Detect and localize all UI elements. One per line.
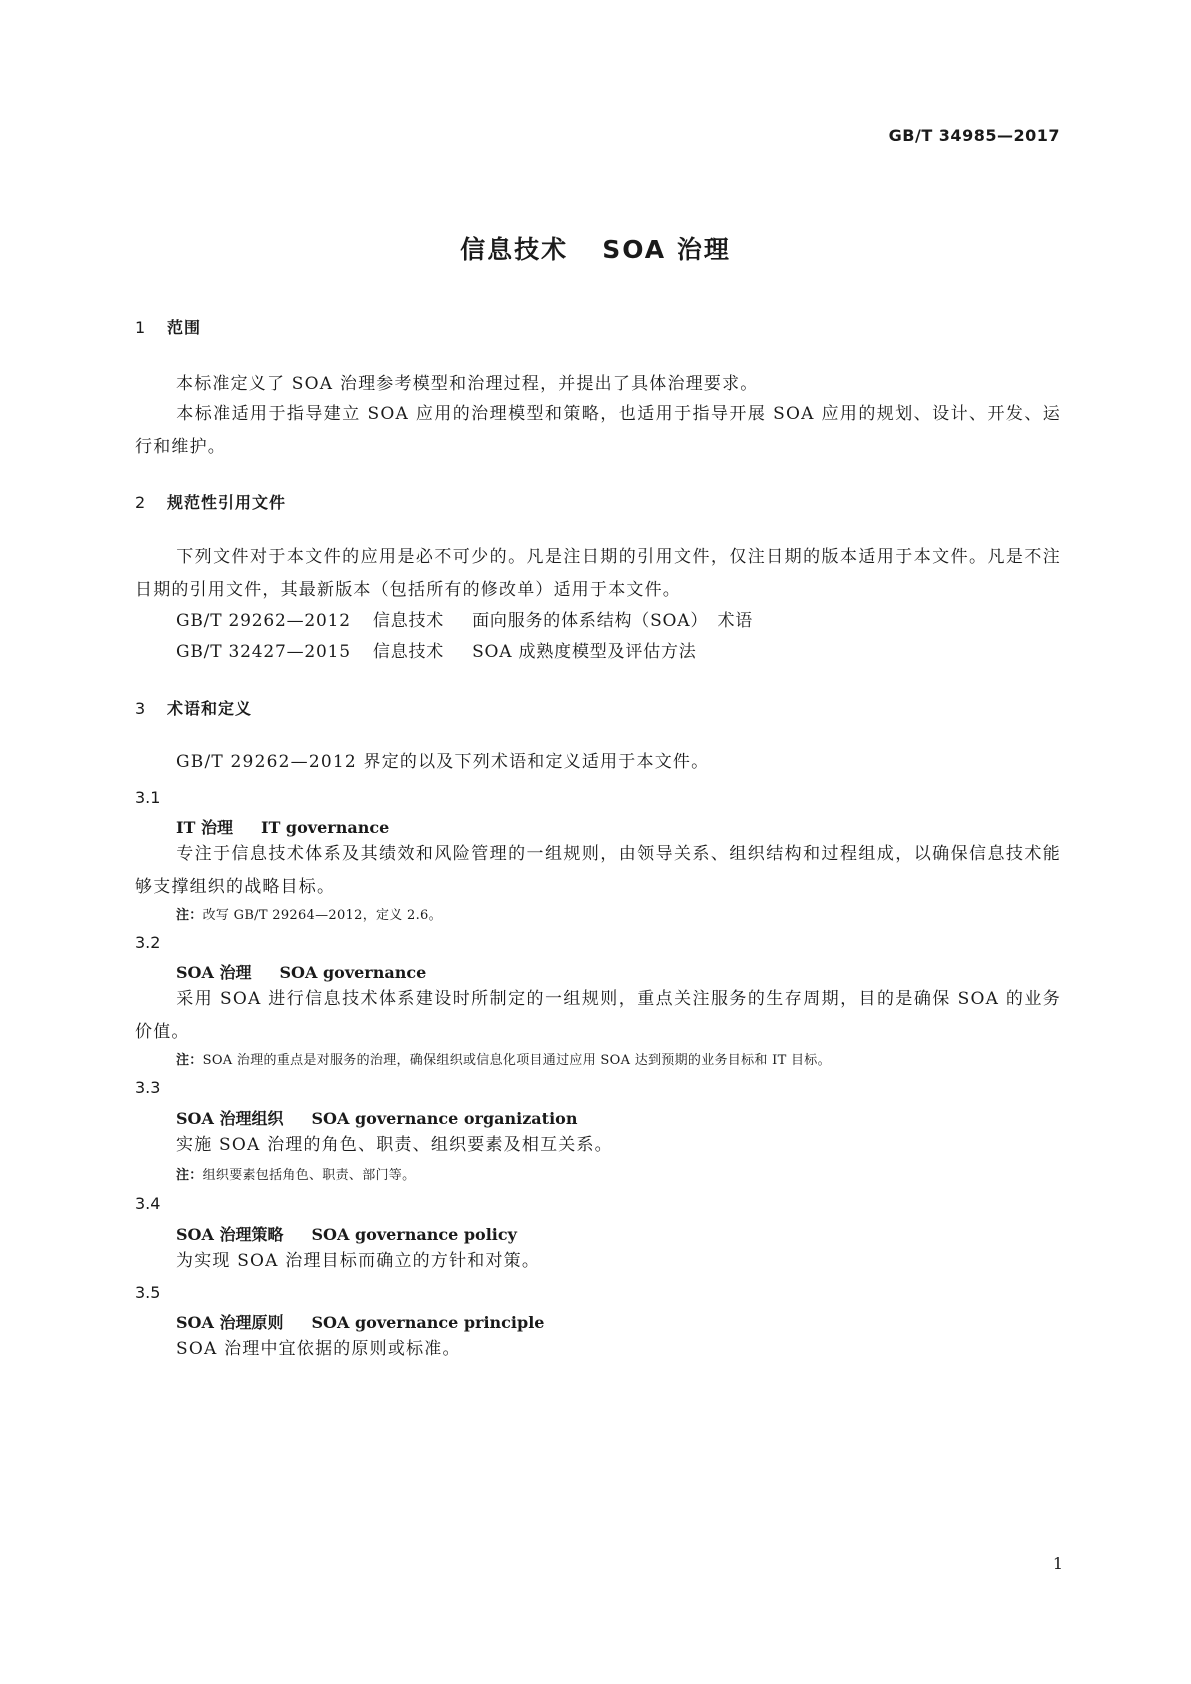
- reference-field: 信息技术: [372, 642, 445, 662]
- title-part2: SOA 治理: [602, 235, 731, 264]
- term-zh: SOA 治理策略: [176, 1225, 284, 1244]
- standard-number: GB/T 34985—2017: [888, 126, 1060, 145]
- term-zh: SOA 治理原则: [176, 1313, 284, 1332]
- reference-title: 面向服务的体系结构（SOA） 术语: [472, 611, 754, 631]
- term-number: 3.4: [135, 1194, 161, 1213]
- note-text: 组织要素包括角色、职责、部门等。: [202, 1168, 416, 1183]
- term-definition: [135, 983, 1061, 1049]
- title-part1: 信息技术: [460, 235, 569, 264]
- section2-heading: [135, 490, 286, 513]
- section1-heading-text: 范围: [167, 318, 202, 337]
- term-definition-text: SOA 治理中宜依据的原则或标准。: [176, 1339, 461, 1359]
- section3-number: 3: [135, 699, 147, 718]
- note-label: 注：: [176, 1168, 203, 1183]
- term-name: [176, 815, 389, 838]
- term-definition-text: 为实现 SOA 治理目标而确立的方针和对策。: [176, 1251, 541, 1271]
- term-en: SOA governance principle: [311, 1313, 545, 1332]
- note-label: 注：: [176, 908, 203, 923]
- note-text: 改写 GB/T 29264—2012，定义 2.6。: [202, 908, 442, 923]
- term-definition: [135, 1245, 1061, 1278]
- reference-title: SOA 成熟度模型及评估方法: [472, 642, 697, 662]
- section1-heading: [135, 315, 201, 338]
- term-definition: [135, 838, 1061, 904]
- term-name: [176, 1222, 517, 1245]
- term-en: SOA governance organization: [311, 1109, 578, 1128]
- section1-paragraph1: [135, 368, 1061, 401]
- reference-item: [176, 606, 753, 631]
- section1-p2-text: 本标准适用于指导建立 SOA 应用的治理模型和策略，也适用于指导开展 SOA 应用的规划、设计、开发、运行和维护。: [135, 404, 1061, 457]
- section1-number: 1: [135, 318, 147, 337]
- term-note: [176, 904, 442, 923]
- term-name: [176, 1106, 577, 1129]
- term-definition-text: 专注于信息技术体系及其绩效和风险管理的一组规则，由领导关系、组织结构和过程组成，以确保信息技术能够支撑组织的战略目标。: [135, 844, 1061, 897]
- term-note: [176, 1049, 831, 1068]
- reference-code: GB/T 29262—2012: [176, 611, 351, 631]
- section1-paragraph2: [135, 398, 1061, 464]
- section2-number: 2: [135, 493, 147, 512]
- term-zh: SOA 治理组织: [176, 1109, 284, 1128]
- section3-heading-text: 术语和定义: [167, 699, 253, 718]
- note-label: 注：: [176, 1053, 203, 1068]
- term-definition: [135, 1129, 1061, 1162]
- document-title: [0, 230, 1191, 266]
- term-zh: SOA 治理: [176, 963, 252, 982]
- term-en: SOA governance policy: [311, 1225, 517, 1244]
- term-number: 3.2: [135, 933, 161, 952]
- note-text: SOA 治理的重点是对服务的治理，确保组织或信息化项目通过应用 SOA 达到预期的业务目标和 IT 目标。: [202, 1053, 831, 1068]
- term-number: 3.1: [135, 788, 161, 807]
- section1-p1-text: 本标准定义了 SOA 治理参考模型和治理过程，并提出了具体治理要求。: [176, 374, 759, 394]
- section2-heading-text: 规范性引用文件: [167, 493, 287, 512]
- term-definition-text: 采用 SOA 进行信息技术体系建设时所制定的一组规则，重点关注服务的生存周期，目的是确保 SOA 的业务价值。: [135, 989, 1061, 1042]
- reference-code: GB/T 32427—2015: [176, 642, 351, 662]
- section3-intro-text: GB/T 29262—2012 界定的以及下列术语和定义适用于本文件。: [176, 752, 710, 772]
- reference-field: 信息技术: [372, 611, 445, 631]
- reference-item: [176, 637, 697, 662]
- term-name: [176, 1310, 544, 1333]
- term-en: IT governance: [260, 818, 390, 837]
- term-number: 3.3: [135, 1078, 161, 1097]
- term-name: [176, 960, 426, 983]
- section2-p1-text: 下列文件对于本文件的应用是必不可少的。凡是注日期的引用文件，仅注日期的版本适用于本文件。凡是不注日期的引用文件，其最新版本（包括所有的修改单）适用于本文件。: [135, 547, 1061, 600]
- term-number: 3.5: [135, 1283, 161, 1302]
- section3-heading: [135, 696, 252, 719]
- section2-paragraph1: [135, 541, 1061, 607]
- term-note: [176, 1164, 415, 1183]
- term-definition: [135, 1333, 1061, 1366]
- term-en: SOA governance: [279, 963, 427, 982]
- term-definition-text: 实施 SOA 治理的角色、职责、组织要素及相互关系。: [176, 1135, 613, 1155]
- term-zh: IT 治理: [176, 818, 233, 837]
- page-number: 1: [1052, 1554, 1063, 1573]
- section3-intro: [135, 746, 1061, 779]
